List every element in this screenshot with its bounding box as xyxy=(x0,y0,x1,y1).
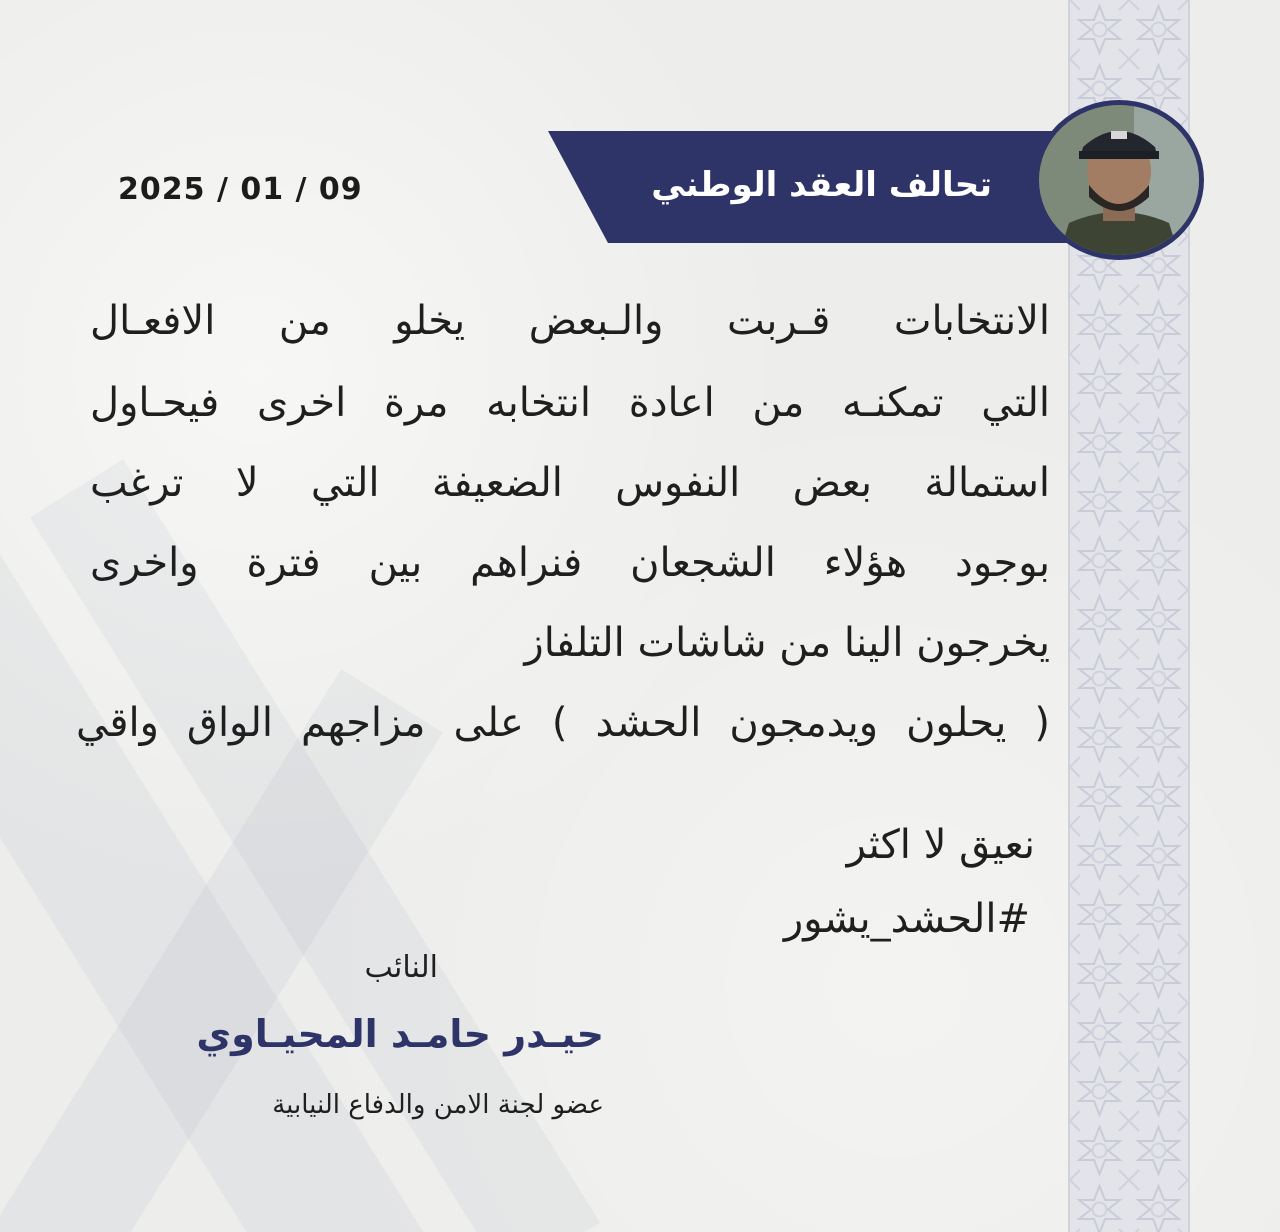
avatar xyxy=(1034,100,1204,260)
body-line: نعيق لا اكثر xyxy=(846,822,1035,868)
body-line: التي تمكنـه من اعادة انتخابه مرة اخرى فيحـاول xyxy=(90,380,1050,426)
header-banner xyxy=(548,131,1108,243)
signature-role: عضو لجنة الامن والدفاع النيابية xyxy=(272,1090,604,1120)
body-line: الانتخابات قـربت والـبعض يخلو من الافعـال xyxy=(90,298,1050,344)
portrait-icon xyxy=(1039,105,1199,255)
post-date: 2025 / 01 / 09 xyxy=(118,172,363,207)
banner-title: تحالف العقد الوطني xyxy=(651,165,992,205)
hashtag: #الحشد_يشور xyxy=(783,896,1030,942)
signature-name: حيـدر حامـد المحيـاوي xyxy=(196,1012,604,1056)
body-line: بوجود هؤلاء الشجعان فنراهم بين فترة واخرى xyxy=(90,540,1050,586)
body-line: استمالة بعض النفوس الضعيفة التي لا ترغب xyxy=(90,460,1050,506)
signature-title: النائب xyxy=(364,950,438,985)
body-line: ( يحلون ويدمجون الحشد ) على مزاجهم الواق واقي xyxy=(76,700,1050,746)
body-line: يخرجون الينا من شاشات التلفاز xyxy=(524,620,1050,666)
